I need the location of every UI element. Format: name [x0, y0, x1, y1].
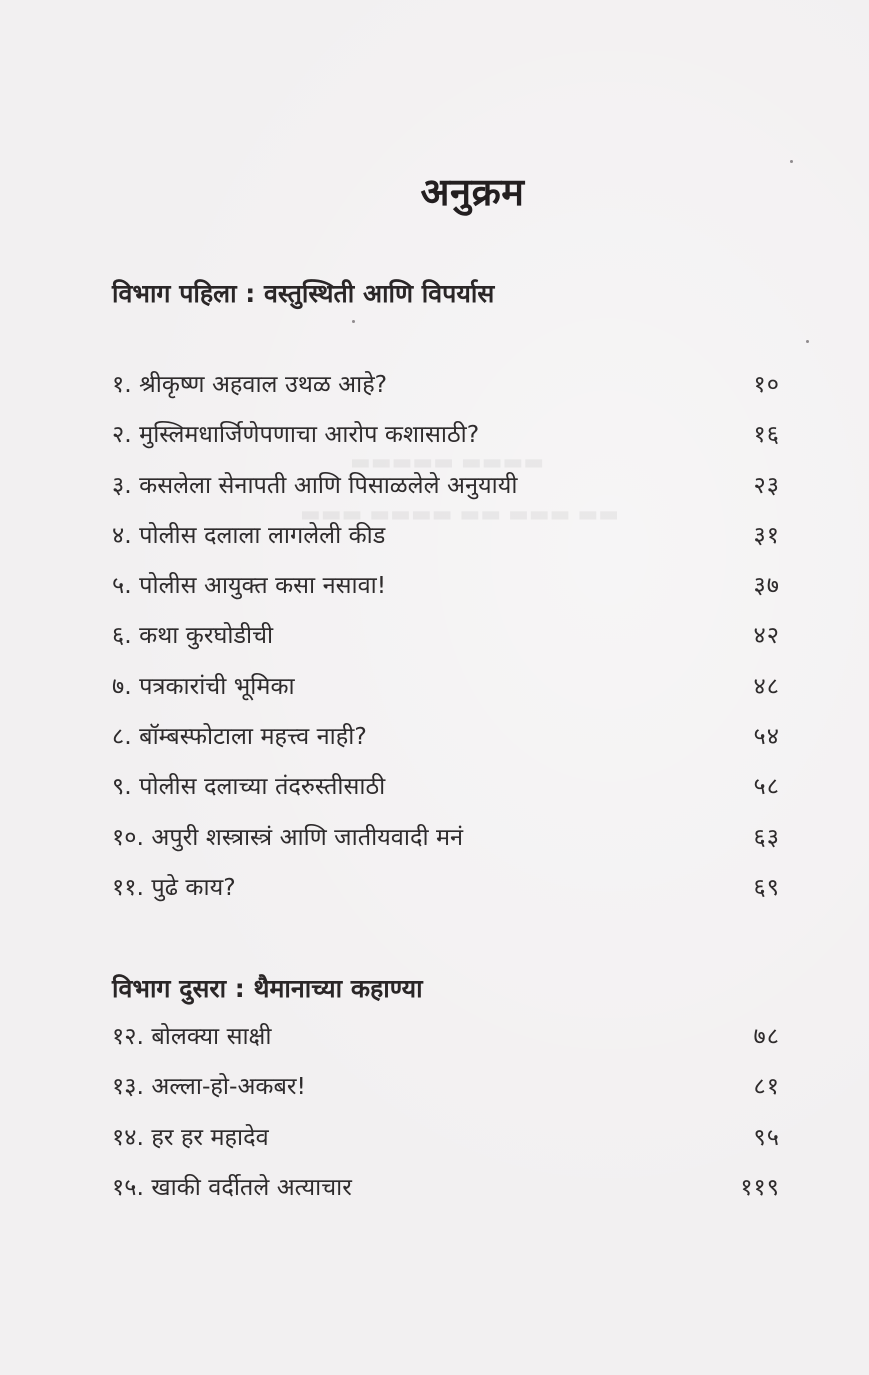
toc-entry-page: २३	[753, 470, 780, 499]
toc-entry[interactable]	[112, 465, 792, 515]
toc-entry-label: ४. पोलीस दलाला लागलेली कीड	[112, 520, 386, 549]
page-title: अनुक्रम	[420, 170, 525, 214]
toc-entry[interactable]	[112, 615, 792, 665]
dust-speck	[806, 340, 809, 343]
toc-entry-label: ३. कसलेला सेनापती आणि पिसाळलेले अनुयायी	[112, 470, 518, 499]
toc-entry-page: ६९	[753, 872, 780, 901]
toc-entry-page: ५४	[753, 722, 780, 751]
toc-entry-label: ५. पोलीस आयुक्त कसा नसावा!	[112, 571, 387, 600]
toc-entry[interactable]	[112, 1066, 792, 1116]
toc-entry-page: ७८	[753, 1022, 780, 1050]
toc-entry-page: ८१	[753, 1072, 780, 1101]
toc-entry[interactable]	[112, 1016, 792, 1066]
toc-entry-page: ३१	[753, 520, 780, 549]
toc-entry-label: ८. बॉम्बस्फोटाला महत्त्व नाही?	[112, 722, 367, 751]
toc-entry[interactable]	[112, 1167, 792, 1217]
toc-entry-label: १५. खाकी वर्दीतले अत्याचार	[112, 1172, 352, 1201]
section-heading-2: विभाग दुसरा : थैमानाच्या कहाण्या	[112, 974, 423, 1003]
toc-list-section-2	[112, 1016, 792, 1217]
toc-entry-label: ११. पुढे काय?	[112, 872, 236, 901]
toc-entry-label: १२. बोलक्या साक्षी	[112, 1022, 272, 1050]
toc-entry[interactable]	[112, 364, 792, 414]
toc-list-section-1	[112, 364, 792, 917]
toc-entry-label: १०. अपुरी शस्त्रास्त्रं आणि जातीयवादी मनं	[112, 822, 464, 851]
show-through-text: ▬▬ ▬▬▬ ▬▬ ▬▬▬▬ ▬▬▬	[300, 502, 619, 527]
toc-entry[interactable]	[112, 565, 792, 615]
toc-entry-page: ६३	[753, 822, 780, 851]
toc-entry[interactable]	[112, 716, 792, 766]
toc-entry-label: ७. पत्रकारांची भूमिका	[112, 671, 295, 700]
toc-entry-page: १०	[753, 370, 780, 398]
toc-entry-label: २. मुस्लिमधार्जिणेपणाचा आरोप कशासाठी?	[112, 420, 480, 449]
toc-entry[interactable]	[112, 766, 792, 816]
toc-entry-label: ६. कथा कुरघोडीची	[112, 621, 274, 650]
toc-entry-label: १३. अल्ला-हो-अकबर!	[112, 1072, 306, 1101]
toc-entry-page: ११९	[740, 1172, 780, 1201]
toc-entry[interactable]	[112, 1117, 792, 1167]
toc-entry-label: १४. हर हर महादेव	[112, 1122, 269, 1151]
dust-speck	[790, 160, 793, 163]
toc-entry-page: ४८	[753, 671, 780, 700]
toc-entry-page: १६	[753, 420, 780, 449]
toc-entry-label: ९. पोलीस दलाच्या तंदरुस्तीसाठी	[112, 772, 386, 801]
dust-speck	[352, 320, 355, 323]
section-heading-1: विभाग पहिला : वस्तुस्थिती आणि विपर्यास	[112, 279, 495, 308]
toc-entry[interactable]	[112, 515, 792, 565]
toc-entry-page: ३७	[753, 571, 780, 600]
toc-entry-label: १. श्रीकृष्ण अहवाल उथळ आहे?	[112, 370, 388, 398]
toc-entry-page: ४२	[753, 621, 780, 650]
toc-entry[interactable]	[112, 414, 792, 464]
toc-entry-page: ९५	[753, 1122, 780, 1151]
toc-entry[interactable]	[112, 817, 792, 867]
toc-entry[interactable]	[112, 666, 792, 716]
toc-entry-page: ५८	[753, 772, 780, 801]
show-through-text: ▬▬▬▬ ▬▬▬▬▬	[350, 450, 545, 475]
toc-entry[interactable]	[112, 867, 792, 917]
